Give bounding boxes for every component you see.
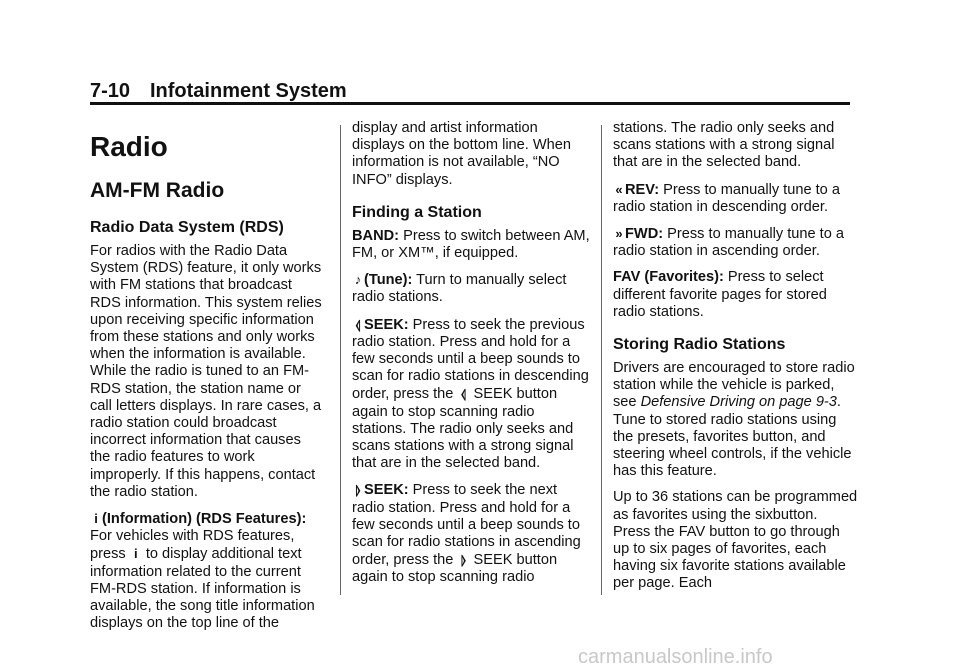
page-header	[90, 80, 850, 103]
tune-icon: ♪	[354, 272, 362, 288]
paragraph-seek-up	[352, 481, 592, 586]
column-divider	[340, 125, 341, 595]
seek-down-icon: ⦉	[355, 316, 361, 332]
tune-label: (Tune):	[364, 272, 413, 289]
info-text: to display additional text information related to the current FM-RDS station. If information is available, the song title information displays on the top line of the	[90, 546, 315, 632]
fav-label: FAV (Favorites):	[613, 269, 724, 286]
paragraph-rev	[613, 181, 858, 216]
seek-down-text: Press to seek the previous radio station. Press and hold for a few seconds until a beep sounds to scan for radio stations in descending order, press the	[352, 316, 589, 403]
storing-text: Drivers are encouraged to store radio station while the vehicle is parked, see	[613, 360, 855, 411]
paragraph-band	[352, 228, 592, 262]
rev-text: Press to manually tune to a radio station in descending order.	[613, 181, 840, 215]
paragraph: stations. The radio only seeks and scans stations with a strong signal that are in the selected band.	[613, 120, 835, 171]
seek-down-label: SEEK:	[364, 316, 409, 333]
info-text: For vehicles with RDS features, press	[90, 528, 295, 563]
storing-text: . Tune to stored radio stations using the presets, favorites button, and steering wheel controls, if the vehicle has this feature.	[613, 394, 852, 480]
seek-up-text: Press to seek the next radio station. Press and hold for a few seconds until a beep sounds to scan for radio stations in ascending order, press the	[352, 482, 581, 569]
page-number: 7-10	[90, 80, 131, 102]
band-text: Press to switch between AM, FM, or XM™, if equipped.	[352, 227, 590, 262]
tune-text: Turn to manually select radio stations.	[352, 272, 567, 306]
column-divider	[601, 125, 602, 595]
fwd-label: FWD:	[625, 226, 664, 243]
seek-down-icon: ⦉	[461, 386, 466, 402]
paragraph-storing	[613, 360, 858, 480]
paragraph: For radios with the Radio Data System (RDS) feature, it only works with FM stations that broadcast RDS information. This system relies upon receiving specific information from these stations and only works when the information is available. While the radio is tuned to an FM-RDS station, the station name or call letters displays. In rare cases, a radio station could broadcast incorrect information that causes the radio features to work improperly. If this happens, contact the radio station.	[90, 243, 322, 500]
rev-label: REV:	[625, 181, 660, 198]
heading-storing-radio-stations: Storing Radio Stations	[613, 336, 786, 354]
heading-radio: Radio	[90, 131, 168, 162]
cross-reference-link[interactable]: Defensive Driving on page 9-3	[640, 394, 837, 411]
header-rule	[90, 102, 850, 105]
rewind-icon: «	[615, 181, 623, 197]
column-1	[90, 120, 325, 641]
seek-up-icon: ⦊	[355, 482, 361, 498]
column-2	[352, 120, 592, 596]
column-3	[613, 120, 858, 602]
heading-rds: Radio Data System (RDS)	[90, 219, 284, 236]
seek-down-text: SEEK button again to stop scanning radio stations. The radio only seeks and scans stations with a strong signal that are in the selected band.	[352, 386, 574, 472]
info-icon: i	[94, 511, 98, 527]
fav-text: Press to select different favorite pages for stored radio stations.	[613, 269, 827, 320]
seek-up-text: SEEK button again to stop scanning radio	[352, 552, 558, 586]
paragraph-info	[90, 510, 325, 632]
forward-icon: »	[615, 226, 623, 242]
paragraph-tune	[352, 271, 592, 306]
info-label: (Information) (RDS Features):	[102, 511, 307, 528]
paragraph: display and artist information displays on the bottom line. When information is not available, “NO INFO” displays.	[352, 120, 572, 188]
seek-up-label: SEEK:	[364, 482, 409, 499]
watermark: carmanualsonline.info	[578, 646, 773, 668]
paragraph: Up to 36 stations can be programmed as favorites using the sixbutton. Press the FAV button to go through up to six pages of favorites, each having six favorite stations available per page. Each	[613, 489, 858, 592]
heading-am-fm-radio: AM-FM Radio	[90, 179, 225, 202]
paragraph-fav	[613, 269, 858, 321]
band-label: BAND:	[352, 227, 400, 244]
info-icon: i	[133, 546, 138, 562]
heading-finding-a-station: Finding a Station	[352, 203, 482, 221]
fwd-text: Press to manually tune to a radio station in ascending order.	[613, 226, 844, 260]
paragraph-seek-down	[352, 316, 592, 473]
paragraph-fwd	[613, 225, 858, 260]
seek-up-icon: ⦊	[461, 552, 466, 568]
section-title: Infotainment System	[150, 80, 347, 102]
